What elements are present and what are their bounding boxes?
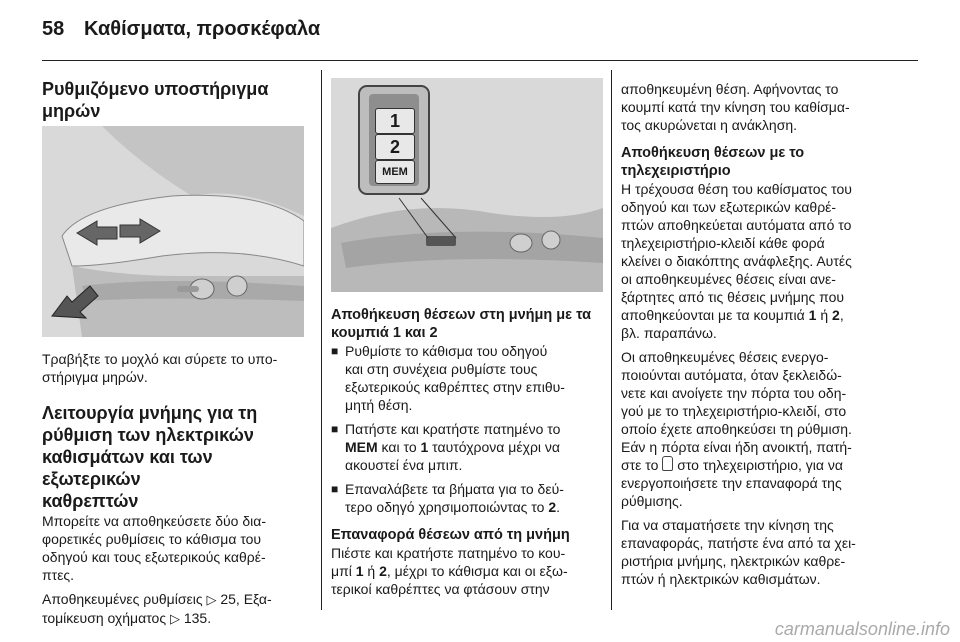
- page-ref-link[interactable]: 25: [220, 591, 236, 607]
- unlock-key-icon: [662, 456, 673, 471]
- header-rule: [42, 60, 918, 61]
- memory-button-1[interactable]: 1: [375, 108, 415, 134]
- watermark: carmanualsonline.info: [774, 619, 950, 639]
- column-1-text: [42, 350, 310, 628]
- list-item: ■ Ρυθμίστε το κάθισμα του οδηγού και στη συνέχεια ρυθμίστε τους εξωτερικούς καθρέπτες στην επιθυ- μητή θέση.: [331, 343, 565, 413]
- auto-recall-paragraph: Οι αποθηκευμένες θέσεις ενεργο- ποιούνται αυτόματα, όταν ξεκλειδώ- νετε και ανοίγετε την πόρτα του οδη- γού με το τηλεχειριστήριο-κλειδί, στο οποίο έχετε αποθηκεύσει τη ρύθμιση. Εάν η πόρτα είναι ήδη ανοικτή, πατή- στε το στο τηλεχειριστήριο, για να ενεργοποιήσετε την επαναφορά της ρύθμισης.: [621, 349, 852, 509]
- column-3-text: [621, 80, 917, 588]
- memory-buttons-illustration: [331, 78, 603, 292]
- column-2-text: [331, 306, 603, 598]
- remote-store-heading: Αποθήκευση θέσεων με το τηλεχειριστήριο: [621, 145, 805, 179]
- store-positions-heading: Αποθήκευση θέσεων στη μνήμη με τα κουμπιά 1 και 2: [331, 307, 592, 341]
- recall-positions-heading: Επαναφορά θέσεων από τη μνήμη: [331, 527, 570, 543]
- thigh-support-caption: Τραβήξτε το μοχλό και σύρετε το υπο- στήριγμα μηρών.: [42, 351, 278, 385]
- page-ref-link[interactable]: 135: [183, 610, 208, 626]
- column-1: [42, 78, 310, 122]
- memory-ref-paragraph: Αποθηκευμένες ρυθμίσεις ▷ 25, Εξα- τομίκευση οχήματος ▷ 135.: [42, 591, 272, 626]
- list-item: ■ Πατήστε και κρατήστε πατημένο το MEM και το 1 ταυτόχρονα μέχρι να ακουστεί ένα μπιπ.: [331, 421, 561, 473]
- memory-intro-paragraph: Μπορείτε να αποθηκεύσετε δύο δια- φορετικές ρυθμίσεις το κάθισμα του οδηγού και τους εξωτερικούς καθρέ- πτες.: [42, 513, 267, 583]
- seat-illustration-svg: [42, 126, 304, 337]
- thigh-support-illustration: [42, 126, 304, 337]
- chapter-title: Καθίσματα, προσκέφαλα: [84, 18, 321, 40]
- memory-function-title: Λειτουργία μνήμης για τη ρύθμιση των ηλεκτρικών καθισμάτων και των εξωτερικών καθρεπτών: [42, 403, 258, 511]
- store-steps-list: [331, 342, 603, 516]
- thigh-support-title: Ρυθμιζόμενο υποστήριγμα μηρών: [42, 79, 269, 121]
- memory-buttons-svg: [331, 78, 603, 292]
- page-number: 58: [42, 18, 65, 40]
- recall-continued-paragraph: αποθηκευμένη θέση. Αφήνοντας το κουμπί κατά την κίνηση του καθίσμα- τος ακυρώνεται η ανάκληση.: [621, 81, 850, 133]
- memory-button-2[interactable]: 2: [375, 134, 415, 160]
- recall-paragraph: Πιέστε και κρατήστε πατημένο το κου- μπί 1 ή 2, μέχρι το κάθισμα και οι εξω- τερικοί καθρέπτες να φτάσουν στην: [331, 545, 568, 597]
- stop-recall-paragraph: Για να σταματήσετε την κίνηση της επαναφοράς, πατήστε ένα από τα χει- ριστήρια μνήμης, ηλεκτρικών καθρε- πτών ή ηλεκτρικών καθισμάτων.: [621, 517, 856, 587]
- remote-store-paragraph: Η τρέχουσα θέση του καθίσματος του οδηγού και των εξωτερικών καθρέ- πτών αποθηκεύεται αυτόματα από το τηλεχειριστήριο-κλειδί κάθε φορά κλείνει ο διακόπτης ανάφλεξης. Αυτές οι αποθηκευμένες θέσεις είναι ανε- ξάρτητες από τις θέσεις μνήμης που αποθηκεύονται με τα κουμπιά 1 ή 2, βλ. παραπάνω.: [621, 181, 852, 341]
- list-item: ■ Επαναλάβετε τα βήματα για το δεύ- τερο οδηγό χρησιμοποιώντας το 2.: [331, 481, 564, 515]
- memory-button-mem[interactable]: MEM: [375, 160, 415, 184]
- column-divider: [611, 70, 612, 610]
- page-ref-arrow-icon: ▷: [169, 611, 180, 626]
- page-ref-arrow-icon: ▷: [206, 592, 217, 607]
- page-header: [42, 14, 918, 48]
- column-divider: [321, 70, 322, 610]
